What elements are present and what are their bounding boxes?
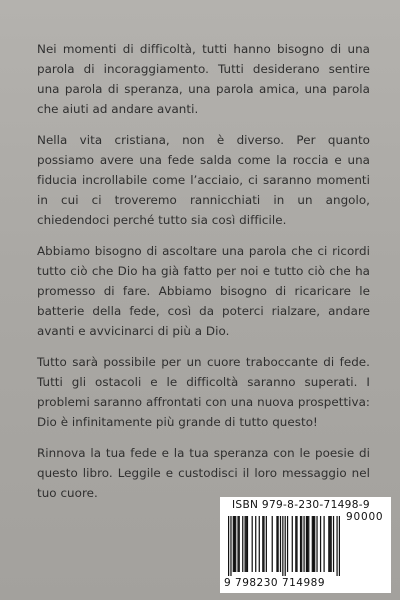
barcode-bar xyxy=(228,516,229,576)
barcode-bar xyxy=(339,516,340,576)
barcode-bar xyxy=(230,516,231,576)
blurb-paragraph-3: Abbiamo bisogno di ascoltare una parola che ci ricordi tutto ciò che Dio ha già fatto per noi e tutto ciò che ha promesso di fare. Abbiamo bisogno di ricaricare le batterie della fede, così da poterci rialzare, andare avanti e avvicinarci di più a Dio. xyxy=(37,244,370,338)
barcode-bar xyxy=(295,516,296,572)
barcode-bar xyxy=(278,516,279,572)
blurb-paragraph-4: Tutto sarà possibile per un cuore traboccante di fede. Tutti gli ostacoli e le difficoltà saranno superati. I problemi saranno affrontati con una nuova prospettiva: Dio è infinitamente più grande di tutto questo! xyxy=(37,355,370,429)
blurb-paragraph-5: Rinnova la tua fede e la tua speranza con le poesie di questo libro. Leggile e custodisci il loro messaggio nel tuo cuore. xyxy=(37,446,370,500)
barcode-bar xyxy=(239,516,240,572)
barcode-bar xyxy=(246,516,247,572)
barcode-bar xyxy=(320,516,321,572)
blurb-paragraph-1: Nei momenti di difficoltà, tutti hanno bisogno di una parola di incoraggiamento. Tutti desiderano sentire una parola di speranza, una parola amica, una parola che aiuti ad andare avanti. xyxy=(37,42,370,116)
barcode-bar xyxy=(234,516,235,572)
barcode-bar xyxy=(292,516,293,572)
barcode-bar xyxy=(259,516,260,572)
barcode-bar xyxy=(263,516,264,572)
barcode-bar xyxy=(242,516,243,572)
isbn-label: ISBN 979-8-230-71498-9 xyxy=(232,499,370,511)
barcode-bar xyxy=(323,516,324,572)
barcode-bar xyxy=(301,516,302,572)
barcode-bar xyxy=(237,516,238,572)
barcode-bar xyxy=(300,516,301,572)
barcode-bar xyxy=(329,516,330,572)
barcode-bar xyxy=(331,516,332,572)
barcode-bar xyxy=(247,516,248,572)
barcode-bar xyxy=(272,516,273,572)
barcode-bar xyxy=(262,516,263,572)
barcode-bar xyxy=(287,516,288,572)
barcode-bar xyxy=(303,516,304,572)
barcode-bar xyxy=(235,516,236,572)
barcode-bar xyxy=(313,516,314,572)
barcode-bars xyxy=(228,516,340,576)
barcode-bar xyxy=(280,516,281,572)
price-code: 90000 xyxy=(346,511,384,523)
barcode-bar xyxy=(333,516,334,572)
blurb-text-block xyxy=(37,39,370,514)
barcode-bar xyxy=(316,516,317,572)
barcode-bar xyxy=(233,516,234,572)
barcode-bar xyxy=(255,516,256,572)
barcode-bar xyxy=(276,516,277,572)
barcode-bar xyxy=(282,516,283,576)
barcode-bar xyxy=(306,516,307,572)
blurb-paragraph-2: Nella vita cristiana, non è diverso. Per quanto possiamo avere una fede salda come la roccia e una fiducia incrollabile come l’acciaio, ci saranno momenti in cui ci troveremo rannicchiati in un angolo, chiedendoci perché tutto sia così difficile. xyxy=(37,133,370,227)
barcode-bar xyxy=(328,516,329,572)
barcode-bar xyxy=(252,516,253,572)
barcode-bar xyxy=(285,516,286,576)
barcode-bar xyxy=(307,516,308,572)
barcode-bar xyxy=(296,516,297,572)
barcode-bar xyxy=(308,516,309,572)
isbn-barcode-box xyxy=(220,497,391,593)
barcode-bar xyxy=(245,516,246,572)
barcode-bar xyxy=(312,516,313,572)
barcode-bar xyxy=(336,516,337,576)
barcode-bar xyxy=(314,516,315,572)
ean-digits: 9 798230 714989 xyxy=(224,577,326,589)
barcode-bar xyxy=(266,516,267,572)
